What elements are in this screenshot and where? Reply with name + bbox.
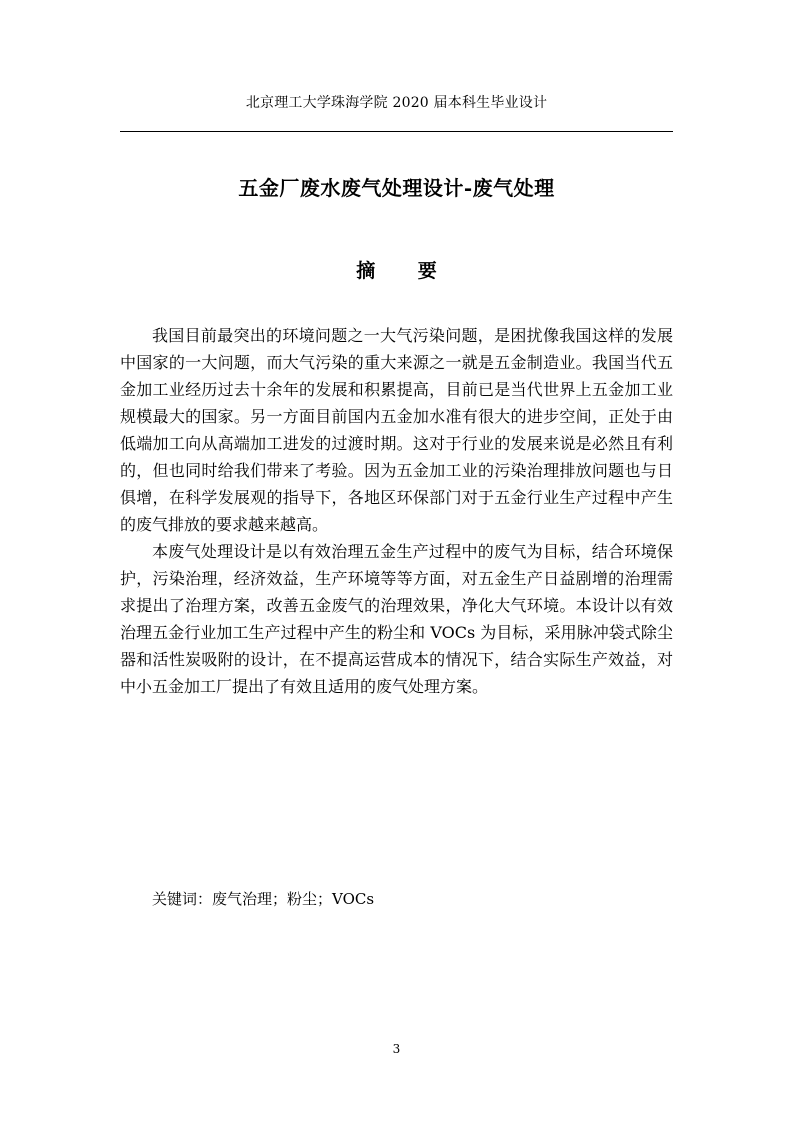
abstract-body: [120, 322, 673, 700]
document-title: 五金厂废水废气处理设计-废气处理: [238, 176, 555, 200]
keywords-line: 关键词：废气治理；粉尘；VOCs: [152, 890, 375, 908]
header-divider: [120, 131, 673, 132]
abstract-paragraph-2: 本废气处理设计是以有效治理五金生产过程中的废气为目标，结合环境保护，污染治理，经济效益，生产环境等等方面，对五金生产日益剧增的治理需求提出了治理方案，改善五金废气的治理效果，净化大气环境。本设计以有效治理五金行业加工生产过程中产生的粉尘和 VOCs 为目标，采用脉冲袋式除尘器和活性炭吸附的设计，在不提高运营成本的情况下，结合实际生产效益，对中小五金加工厂提出了有效且适用的废气处理方案。: [120, 542, 673, 696]
page-number: 3: [392, 1042, 401, 1056]
abstract-heading: 摘 要: [356, 260, 455, 282]
abstract-paragraph-1: 我国目前最突出的环境问题之一大气污染问题，是困扰像我国这样的发展中国家的一大问题，而大气污染的重大来源之一就是五金制造业。我国当代五金加工业经历过去十余年的发展和积累提高，目前已是当代世界上五金加工业规模最大的国家。另一方面目前国内五金加水准有很大的进步空间，正处于由低端加工向从高端加工进发的过渡时期。这对于行业的发展来说是必然且有利的，但也同时给我们带来了考验。因为五金加工业的污染治理排放问题也与日俱增，在科学发展观的指导下，各地区环保部门对于五金行业生产过程中产生的废气排放的要求越来越高。: [120, 326, 673, 534]
running-header: 北京理工大学珠海学院 2020 届本科生毕业设计: [245, 95, 548, 111]
